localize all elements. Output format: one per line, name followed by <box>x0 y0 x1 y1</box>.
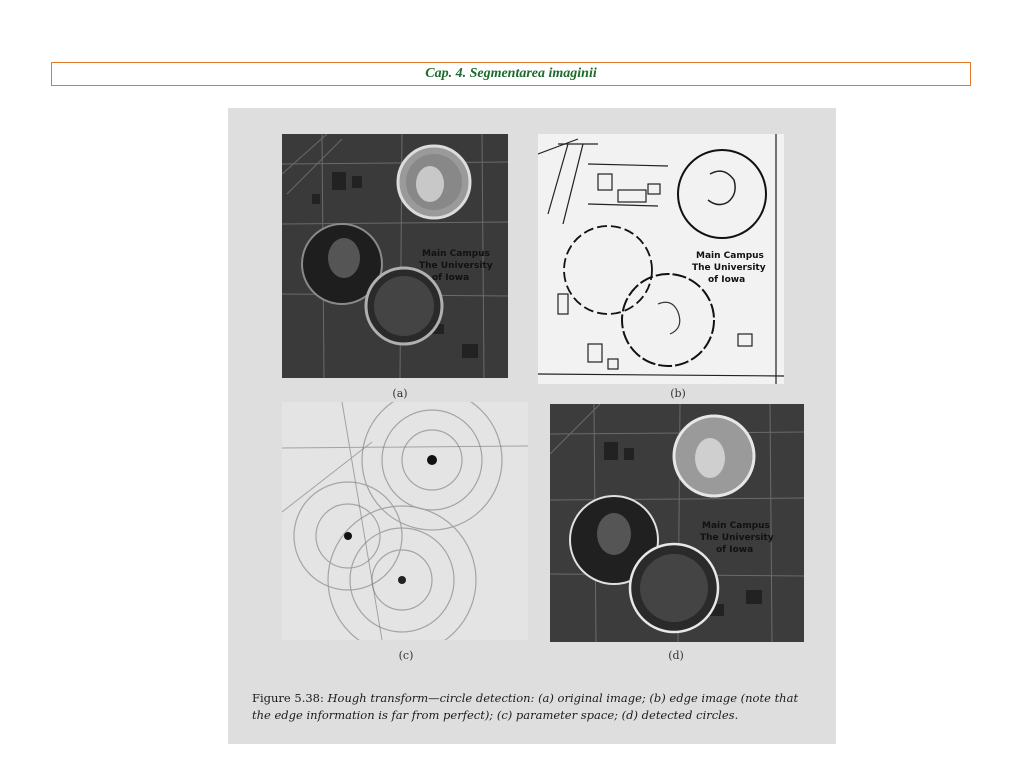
panel-c-label: (c) <box>398 649 414 662</box>
panel-d-label: (d) <box>668 649 684 662</box>
figure-caption-line1: Hough transform—circle detection: (a) original image; (b) edge image (note that <box>327 691 799 705</box>
edge-map-text-line2: The University <box>692 263 766 273</box>
panel-b-label: (b) <box>670 387 686 400</box>
edge-map-text-line1: Main Campus <box>696 251 764 261</box>
panel-b-edge-image <box>538 134 784 384</box>
chapter-header <box>51 62 971 86</box>
map-text-line2: The University <box>419 261 493 271</box>
figure-caption <box>252 690 832 724</box>
panel-d-detected-circles <box>550 404 804 642</box>
panel-c-parameter-space <box>282 402 528 640</box>
scanned-figure <box>228 108 836 744</box>
map-text-line1: Main Campus <box>422 249 490 259</box>
detected-map-text-line3: of Iowa <box>716 545 754 555</box>
edge-map-text-line3: of Iowa <box>708 275 746 285</box>
chapter-title: Cap. 4. Segmentarea imaginii <box>425 66 597 81</box>
detected-map-text-line1: Main Campus <box>702 521 770 531</box>
panel-a-original-image <box>282 134 508 378</box>
figure-caption-label: Figure 5.38: <box>252 691 324 705</box>
figure-caption-line2: the edge information is far from perfect); (c) parameter space; (d) detected circles. <box>252 708 739 722</box>
panel-a-label: (a) <box>392 387 408 400</box>
map-text-line3: of Iowa <box>432 273 470 283</box>
detected-map-text-line2: The University <box>700 533 774 543</box>
